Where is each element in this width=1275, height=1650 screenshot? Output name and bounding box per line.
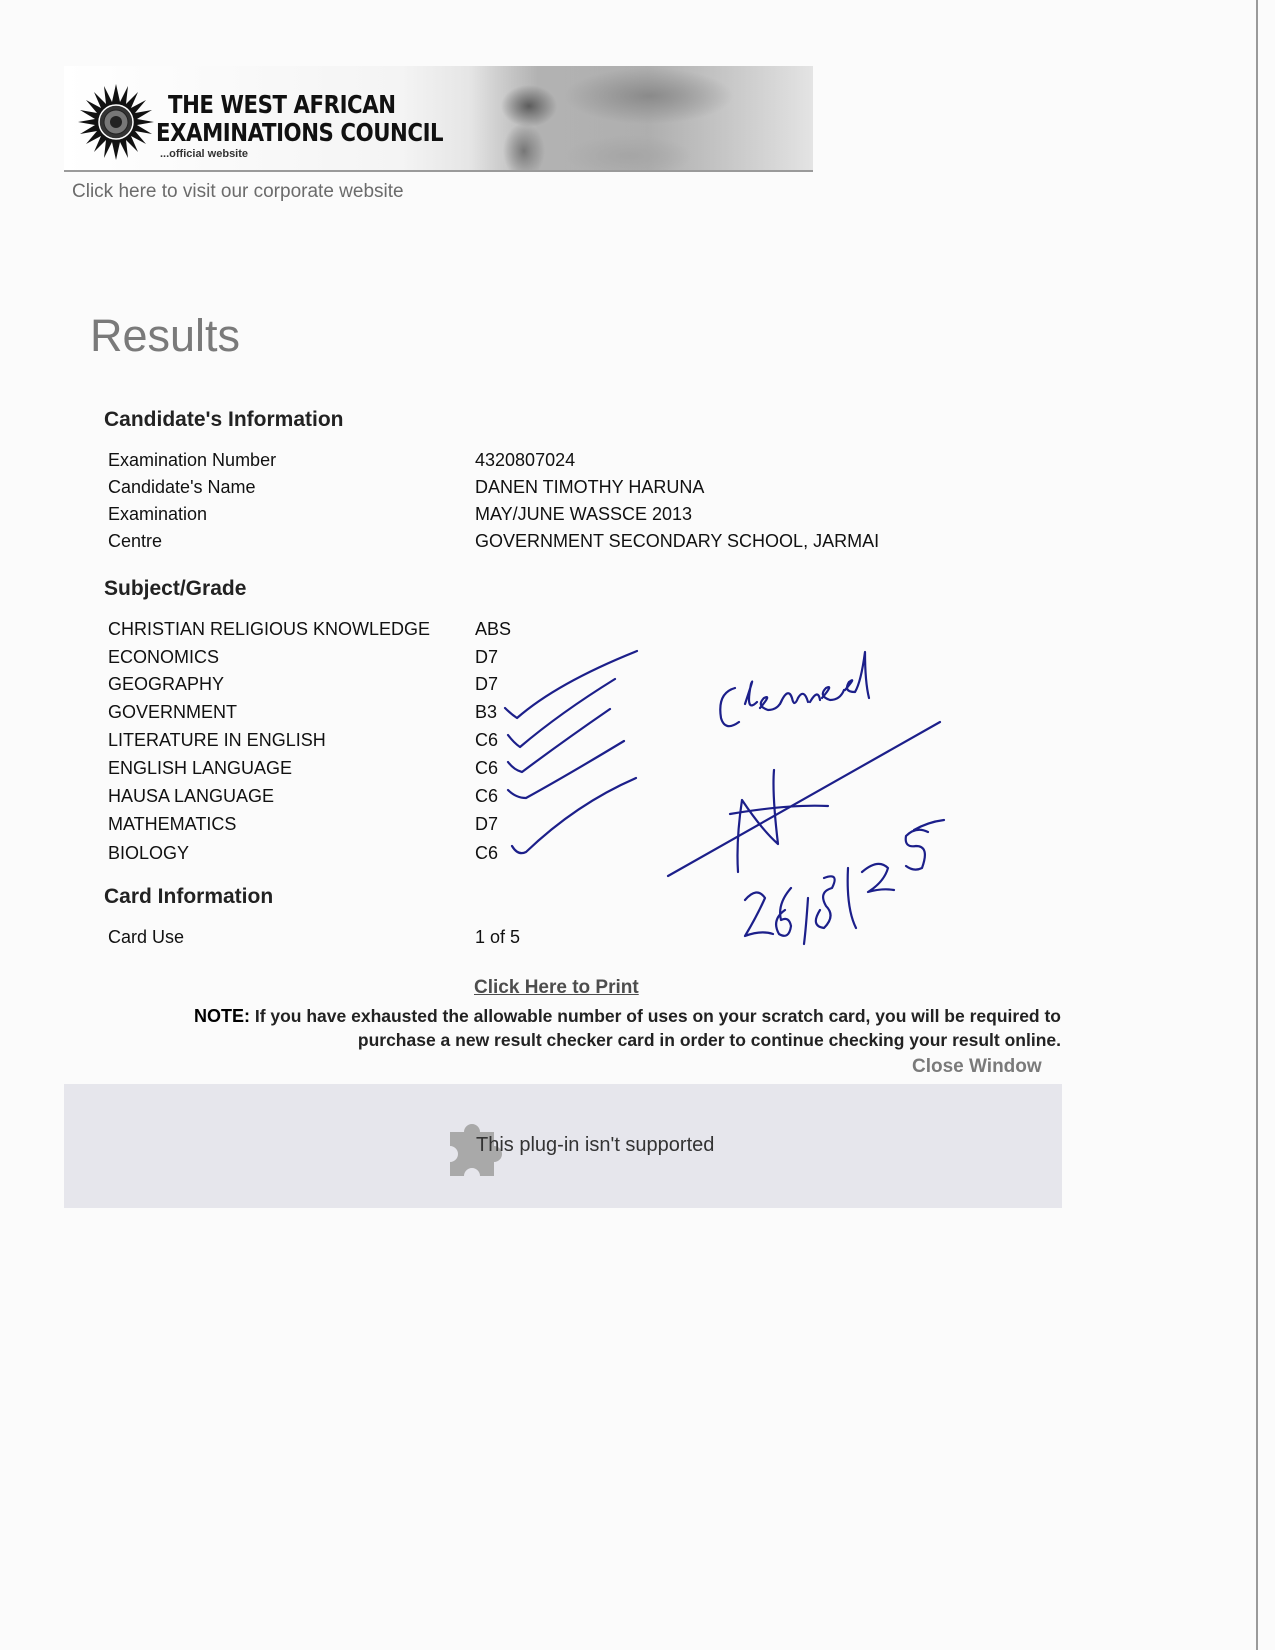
card-info-heading: Card Information — [104, 885, 274, 908]
corporate-website-link[interactable]: Click here to visit our corporate website — [72, 181, 404, 202]
info-label: Examination Number — [108, 450, 277, 470]
subject-row — [108, 730, 928, 756]
subject-grade: D7 — [475, 647, 499, 667]
subject-name: LITERATURE IN ENGLISH — [108, 730, 326, 750]
page-title: Results — [90, 310, 241, 361]
scan-edge-line — [1256, 0, 1258, 1650]
waec-logo-icon — [76, 82, 156, 162]
info-row — [108, 531, 928, 557]
subject-row — [108, 674, 928, 700]
org-name-line2: EXAMINATIONS COUNCIL — [156, 118, 444, 147]
info-label: Candidate's Name — [108, 477, 256, 497]
subject-name: HAUSA LANGUAGE — [108, 786, 275, 806]
org-tagline: ...official website — [160, 148, 249, 160]
info-row — [108, 477, 928, 503]
subject-grade: C6 — [475, 730, 499, 750]
info-value: DANEN TIMOTHY HARUNA — [475, 477, 705, 497]
header-banner — [64, 66, 813, 172]
info-value: 4320807024 — [475, 450, 576, 470]
subject-row — [108, 619, 928, 645]
info-row — [108, 450, 928, 476]
info-row — [108, 504, 928, 530]
info-value: GOVERNMENT SECONDARY SCHOOL, JARMAI — [475, 531, 880, 551]
close-window-link[interactable]: Close Window — [912, 1056, 1042, 1077]
card-use-label: Card Use — [108, 927, 185, 947]
subject-grade: ABS — [475, 619, 512, 639]
subject-grade-heading: Subject/Grade — [104, 577, 247, 600]
subject-grade: C6 — [475, 786, 499, 806]
note-label: NOTE: — [193, 1006, 250, 1026]
subject-row — [108, 786, 928, 812]
note-text — [126, 1004, 1061, 1052]
info-value: MAY/JUNE WASSCE 2013 — [475, 504, 693, 524]
subject-grade: B3 — [475, 702, 498, 722]
info-label: Centre — [108, 531, 163, 551]
plugin-message: This plug-in isn't supported — [476, 1134, 715, 1156]
subject-name: ECONOMICS — [108, 647, 220, 667]
subject-name: BIOLOGY — [108, 843, 190, 863]
subject-grade: C6 — [475, 843, 499, 863]
plugin-placeholder — [64, 1084, 1062, 1208]
subject-name: GOVERNMENT — [108, 702, 238, 722]
candidate-info-heading: Candidate's Information — [104, 408, 344, 431]
subject-name: ENGLISH LANGUAGE — [108, 758, 293, 778]
note-body: If you have exhausted the allowable number of uses on your scratch card, you will be required to purchase a new result checker card in order to continue checking your result online. — [254, 1006, 1061, 1050]
subject-grade: D7 — [475, 674, 499, 694]
subject-row — [108, 702, 928, 728]
subject-row — [108, 758, 928, 784]
subject-grade: D7 — [475, 814, 499, 834]
subject-name: CHRISTIAN RELIGIOUS KNOWLEDGE — [108, 619, 431, 639]
subject-grade: C6 — [475, 758, 499, 778]
card-row — [108, 927, 928, 953]
subject-name: GEOGRAPHY — [108, 674, 225, 694]
subject-row — [108, 647, 928, 673]
subject-row — [108, 843, 928, 869]
banner-photo — [469, 66, 813, 170]
org-name-line1: THE WEST AFRICAN — [168, 90, 396, 119]
subject-row — [108, 814, 928, 840]
info-label: Examination — [108, 504, 208, 524]
card-use-value: 1 of 5 — [475, 927, 521, 947]
print-link[interactable]: Click Here to Print — [474, 977, 639, 998]
subject-name: MATHEMATICS — [108, 814, 237, 834]
